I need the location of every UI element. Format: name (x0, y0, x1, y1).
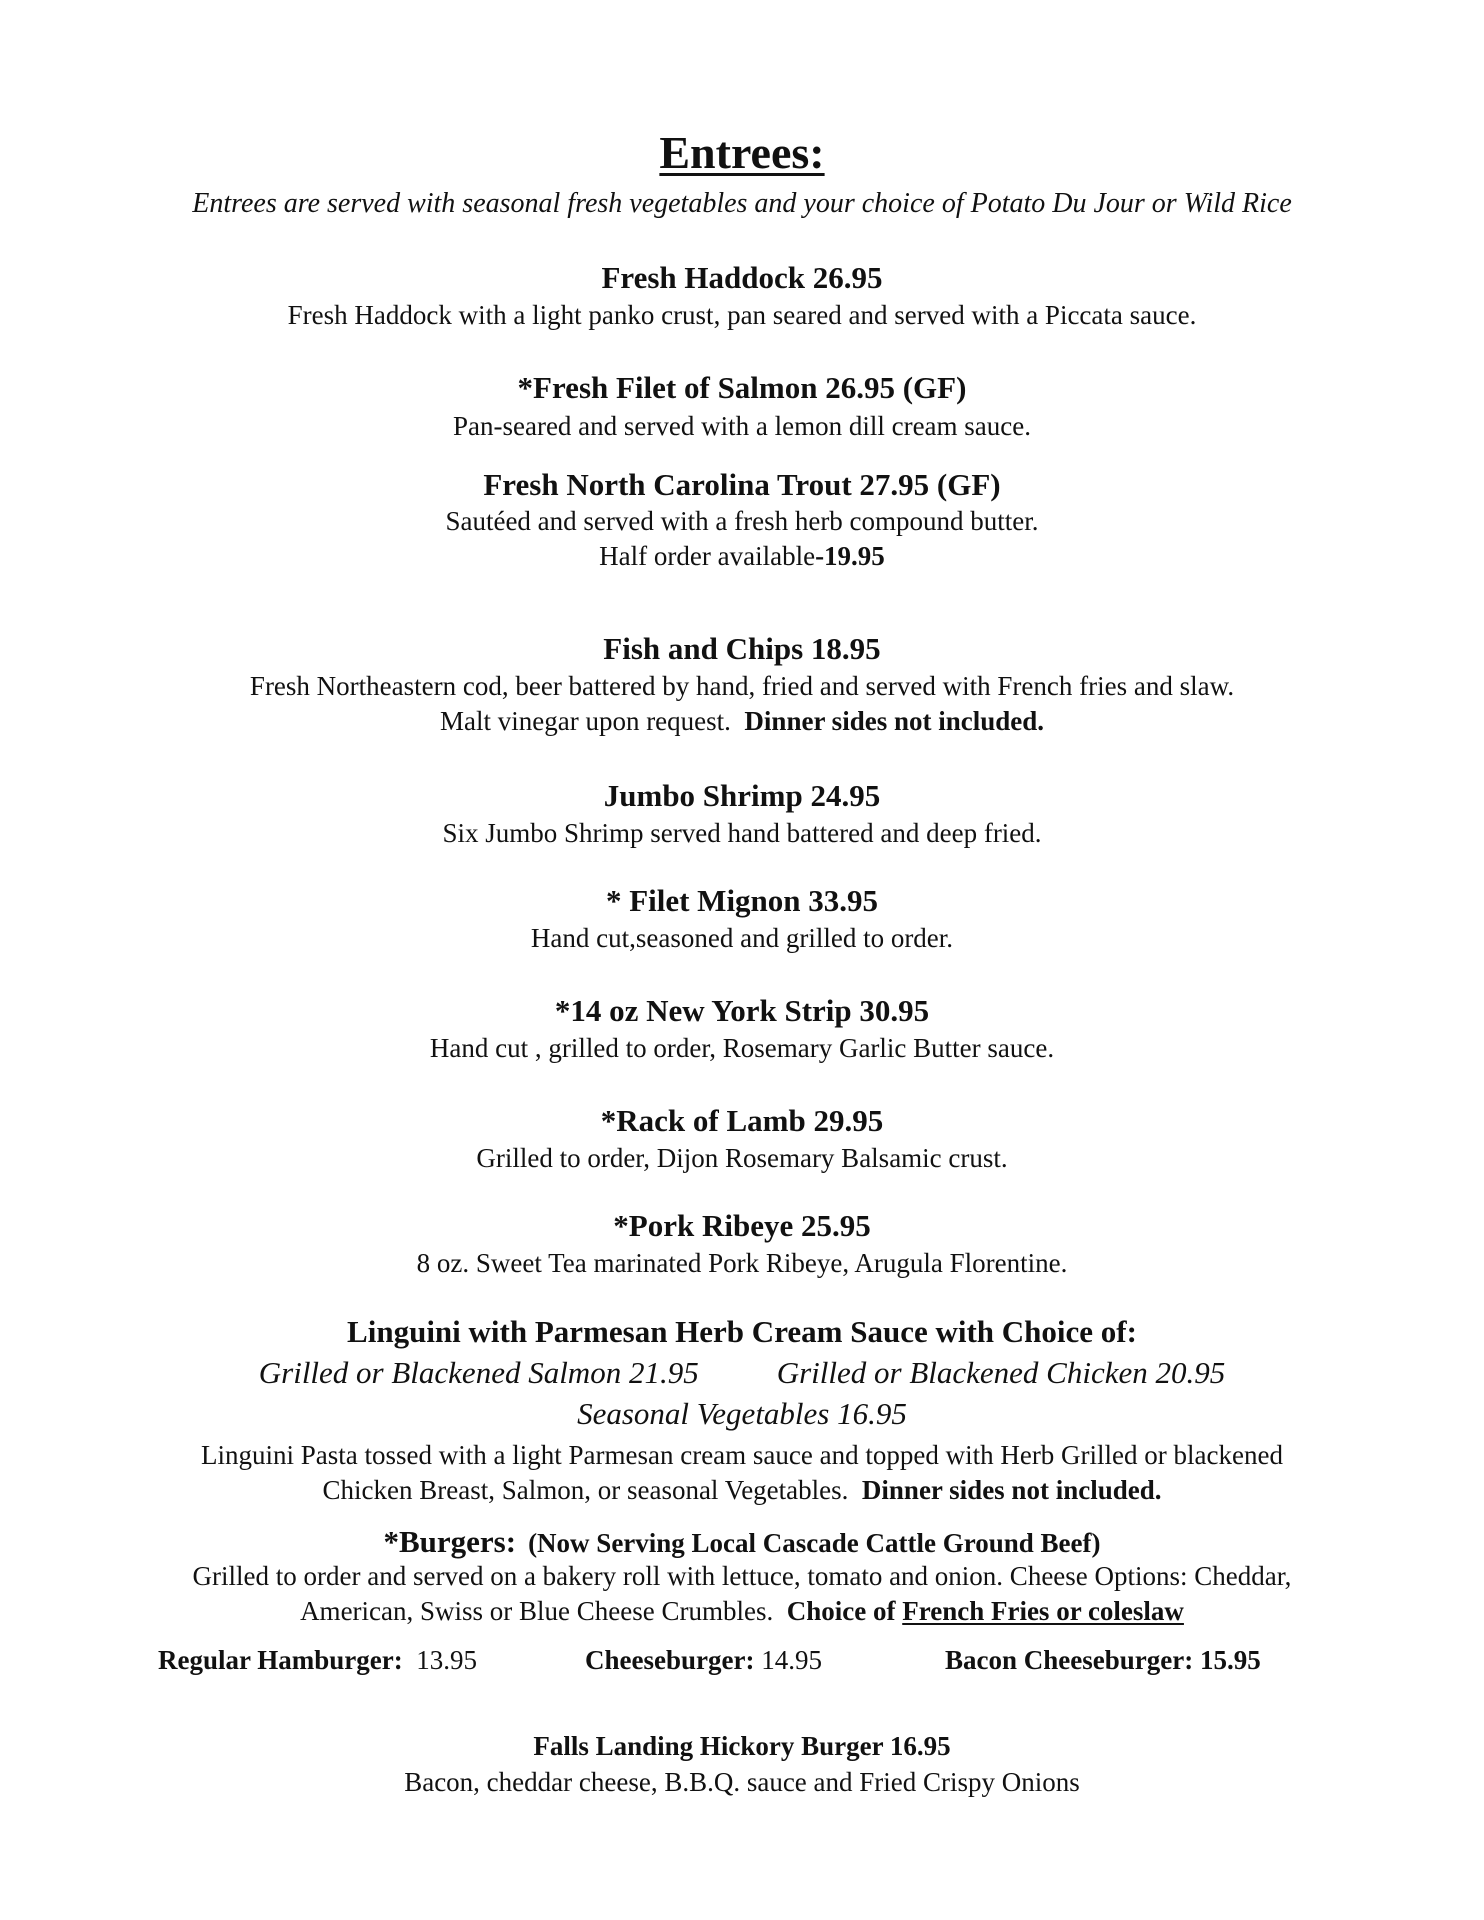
item-name-ny-strip: *14 oz New York Strip 30.95 (554, 993, 930, 1028)
burgers-desc-line2 (0, 1598, 1484, 1625)
item-name-fish-chips: Fish and Chips 18.95 (603, 631, 881, 666)
item-desc-pork-ribeye: 8 oz. Sweet Tea marinated Pork Ribeye, Arugula Florentine. (416, 1248, 1068, 1278)
linguini-title: Linguini with Parmesan Herb Cream Sauce with Choice of: (347, 1314, 1137, 1349)
linguini-option-chicken: Grilled or Blackened Chicken 20.95 (776, 1355, 1226, 1390)
item-desc-filet-mignon: Hand cut,seasoned and grilled to order. (530, 923, 954, 953)
price-label: Cheeseburger: (585, 1645, 755, 1675)
hickory-burger-desc: Bacon, cheddar cheese, B.B.Q. sauce and Fried Crispy Onions (404, 1767, 1080, 1797)
price-value: 13.95 (416, 1645, 477, 1675)
page-title: Entrees: (659, 127, 825, 178)
burgers-desc-bold: Choice of (786, 1596, 903, 1626)
burgers-desc-text: American, Swiss or Blue Cheese Crumbles. (300, 1596, 787, 1626)
price-cheeseburger (585, 1647, 822, 1674)
half-order-text: Half order available (599, 541, 816, 571)
item-desc-shrimp: Six Jumbo Shrimp served hand battered and deep fried. (442, 818, 1042, 848)
item-name-filet-mignon: * Filet Mignon 33.95 (605, 883, 879, 918)
burgers-desc-line1: Grilled to order and served on a bakery roll with lettuce, tomato and onion. Cheese Options: Cheddar, (192, 1561, 1292, 1591)
hickory-burger-name: Falls Landing Hickory Burger 16.95 (533, 1731, 951, 1761)
item-name-salmon: *Fresh Filet of Salmon 26.95 (GF) (517, 370, 967, 405)
note-text: Malt vinegar upon request. (439, 706, 745, 736)
price-label: Bacon Cheeseburger: 15.95 (945, 1645, 1261, 1675)
linguini-options-row (0, 1357, 1484, 1388)
item-note-trout (0, 543, 1484, 570)
item-name-trout: Fresh North Carolina Trout 27.95 (GF) (483, 467, 1001, 502)
half-order-price: -19.95 (815, 541, 885, 571)
item-name-shrimp: Jumbo Shrimp 24.95 (603, 778, 881, 813)
note-bold: Dinner sides not included. (744, 706, 1044, 736)
linguini-option-salmon: Grilled or Blackened Salmon 21.95 (258, 1355, 699, 1390)
linguini-desc-bold: Dinner sides not included. (861, 1475, 1162, 1505)
item-desc-fish-chips: Fresh Northeastern cod, beer battered by hand, fried and served with French fries and slaw. (249, 671, 1235, 701)
linguini-desc-line2 (0, 1477, 1484, 1504)
linguini-option-vegetables: Seasonal Vegetables 16.95 (577, 1396, 907, 1431)
item-name-rack-of-lamb: *Rack of Lamb 29.95 (600, 1103, 884, 1138)
burgers-desc-underlined: French Fries or coleslaw (902, 1596, 1184, 1626)
item-desc-trout: Sautéed and served with a fresh herb compound butter. (445, 506, 1039, 536)
item-name-haddock: Fresh Haddock 26.95 (601, 260, 883, 295)
item-desc-ny-strip: Hand cut , grilled to order, Rosemary Garlic Butter sauce. (429, 1033, 1055, 1063)
item-desc-rack-of-lamb: Grilled to order, Dijon Rosemary Balsamic crust. (476, 1143, 1008, 1173)
item-desc-haddock: Fresh Haddock with a light panko crust, pan seared and served with a Piccata sauce. (287, 300, 1197, 330)
price-bacon-cheeseburger (945, 1647, 1261, 1674)
item-name-pork-ribeye: *Pork Ribeye 25.95 (613, 1208, 871, 1243)
linguini-desc-text: Chicken Breast, Salmon, or seasonal Vegetables. (322, 1475, 862, 1505)
price-label: Regular Hamburger: (158, 1645, 403, 1675)
burger-prices-row (0, 1647, 1484, 1681)
page-subtitle: Entrees are served with seasonal fresh vegetables and your choice of Potato Du Jour or Wild Rice (192, 188, 1292, 219)
burgers-title-row (0, 1526, 1484, 1557)
price-regular-hamburger (158, 1647, 477, 1674)
price-value: 14.95 (761, 1645, 822, 1675)
linguini-desc-line1: Linguini Pasta tossed with a light Parmesan cream sauce and topped with Herb Grilled or blackened (201, 1440, 1283, 1470)
item-note-fish-chips (0, 708, 1484, 735)
burgers-title: *Burgers: (383, 1524, 517, 1559)
item-desc-salmon: Pan-seared and served with a lemon dill cream sauce. (452, 411, 1032, 441)
burgers-title-note: (Now Serving Local Cascade Cattle Ground Beef) (528, 1528, 1101, 1558)
